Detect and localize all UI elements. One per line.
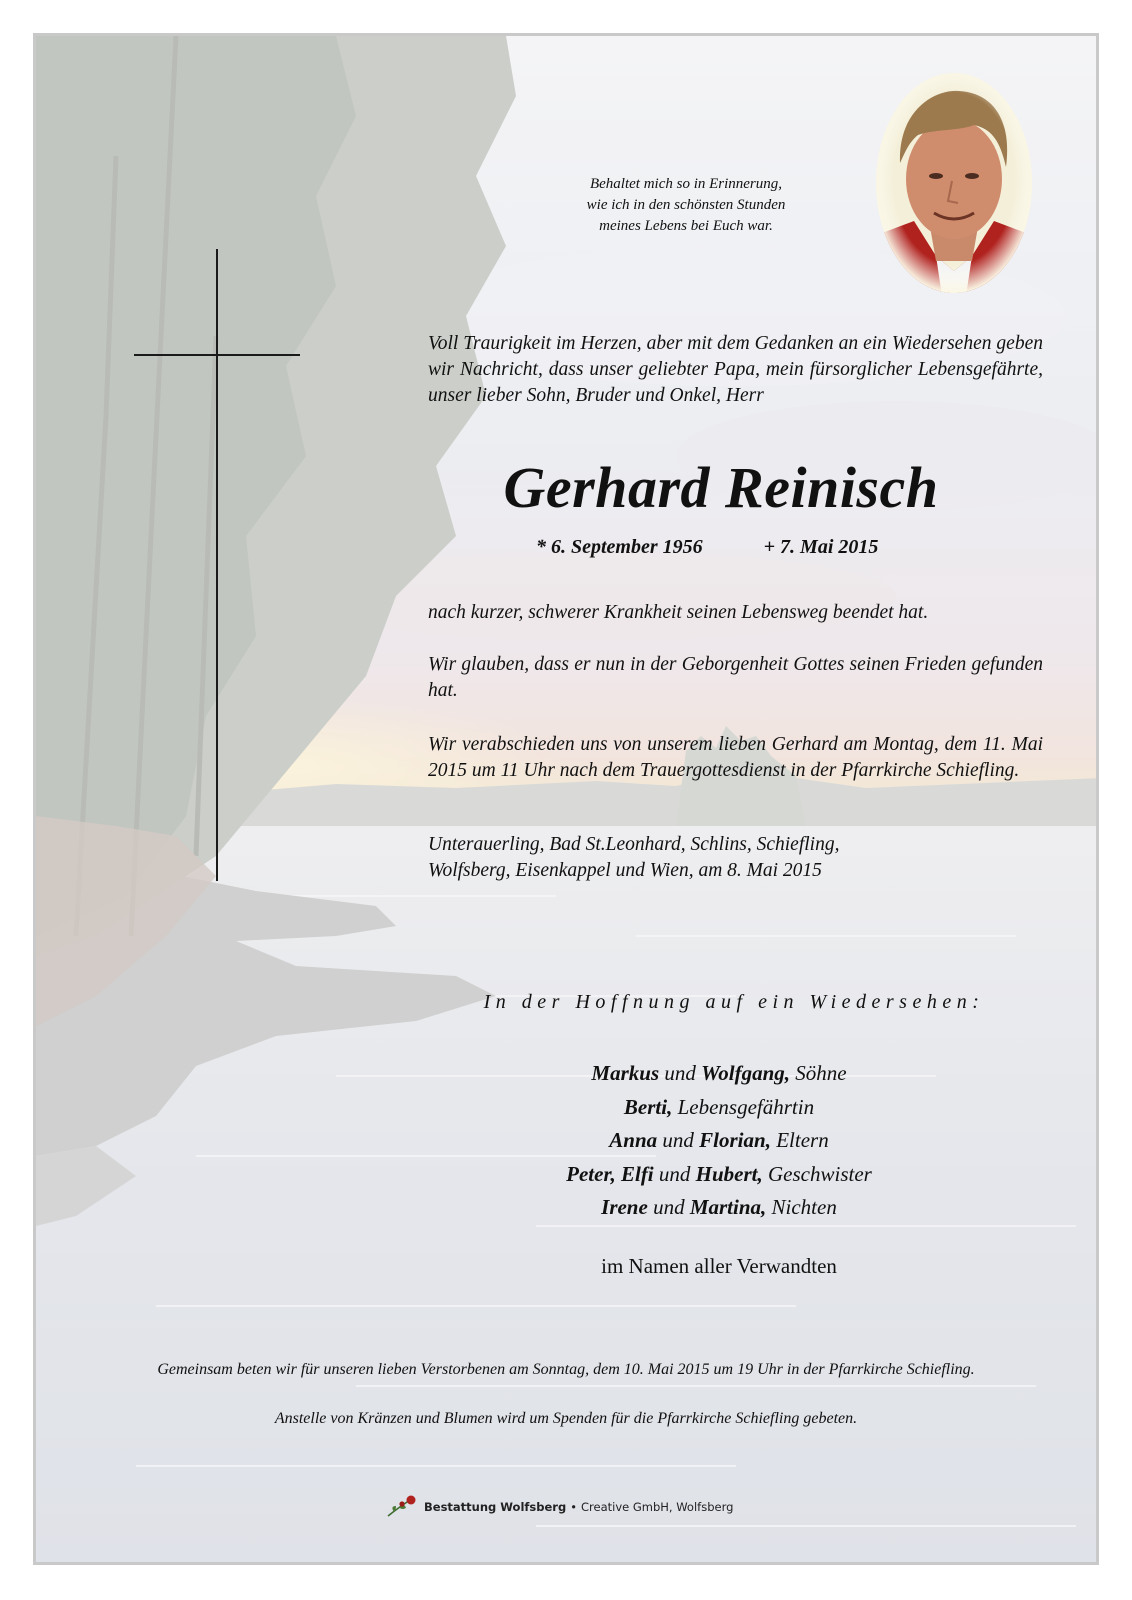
- notice-content: [36, 36, 1096, 1562]
- mourner-name: Irene: [601, 1195, 648, 1219]
- mourner-conjunction: und: [653, 1195, 685, 1219]
- places-line: Unterauerling, Bad St.Leonhard, Schlins, Schiefling,: [428, 834, 840, 855]
- mourner-row: [484, 1158, 954, 1192]
- mourner-name: Peter, Elfi: [566, 1161, 654, 1186]
- cross-vertical: [216, 249, 218, 881]
- footer-company: Creative GmbH, Wolfsberg: [580, 1500, 734, 1514]
- deceased-name: Gerhard Reinisch: [503, 455, 939, 520]
- mourner-conjunction: und: [664, 1061, 696, 1085]
- paragraph-passing: nach kurzer, schwerer Krankheit seinen Lebensweg beendet hat.: [428, 602, 929, 623]
- motto-line: meines Lebens bei Euch war.: [599, 218, 773, 234]
- mourner-conjunction: und: [662, 1128, 694, 1152]
- intro-text: Voll Traurigkeit im Herzen, aber mit dem Gedanken an ein Wiedersehen geben wir Nachricht, dass unser geliebter Papa, mein fürsorglicher Lebensgefährte, unser lieber Sohn, Bruder und Onkel, Herr: [428, 333, 1043, 406]
- donation-note: Anstelle von Kränzen und Blumen wird um Spenden für die Pfarrkirche Schiefling gebeten.: [274, 1410, 858, 1427]
- mourner-row: [484, 1191, 954, 1225]
- places-line: Wolfsberg, Eisenkappel und Wien, am 8. Mai 2015: [428, 860, 822, 881]
- paragraph-farewell: Wir verabschieden uns von unserem lieben Gerhard am Montag, dem 11. Mai 2015 um 11 Uhr nach dem Trauergottesdienst in der Pfarrkirche Schiefling.: [428, 734, 1043, 781]
- footer: [384, 1492, 784, 1522]
- death-date: + 7. Mai 2015: [763, 536, 879, 558]
- mourner-conjunction: und: [658, 1161, 691, 1186]
- paragraph-faith: Wir glauben, dass er nun in der Geborgenheit Gottes seinen Frieden gefunden hat.: [428, 654, 1043, 701]
- motto-line: wie ich in den schönsten Stunden: [586, 197, 786, 213]
- mourner-row: [484, 1091, 954, 1125]
- mourners-list: [484, 1057, 954, 1225]
- cross-horizontal: [134, 354, 300, 356]
- mourner-role: Nichten: [771, 1195, 837, 1219]
- mourner-role: Geschwister: [768, 1161, 872, 1186]
- mourner-name: Florian,: [699, 1128, 771, 1152]
- hope-line: In der Hoffnung auf ein Wiedersehen:: [483, 991, 985, 1013]
- mourner-name: Anna: [609, 1128, 658, 1152]
- rose-icon: [384, 1494, 420, 1520]
- mourner-name: Martina,: [689, 1195, 767, 1219]
- mourner-role: Eltern: [776, 1128, 829, 1152]
- mourner-name: Markus: [591, 1061, 660, 1085]
- mourner-row: [484, 1057, 954, 1091]
- mourner-name: Hubert,: [695, 1161, 763, 1186]
- portrait-photo: [874, 71, 1034, 296]
- mourner-name: Berti,: [623, 1094, 673, 1119]
- prayer-note: Gemeinsam beten wir für unseren lieben Verstorbenen am Sonntag, dem 10. Mai 2015 um 19 Uhr in der Pfarrkirche Schiefling.: [157, 1361, 975, 1378]
- notice-frame: [33, 33, 1099, 1565]
- mourner-role: Söhne: [795, 1061, 847, 1085]
- footer-brand: Bestattung Wolfsberg: [424, 1500, 567, 1514]
- mourner-role: Lebensgefährtin: [677, 1094, 815, 1119]
- birth-date: * 6. September 1956: [536, 536, 703, 558]
- mourner-name: Wolfgang,: [701, 1061, 790, 1085]
- family-line: im Namen aller Verwandten: [601, 1254, 837, 1278]
- mourner-row: [484, 1124, 954, 1158]
- motto-line: Behaltet mich so in Erinnerung,: [589, 176, 783, 192]
- motto: [556, 174, 816, 237]
- life-dates: [536, 536, 878, 559]
- footer-separator: •: [570, 1500, 577, 1514]
- paragraph-places-date: [428, 832, 1043, 884]
